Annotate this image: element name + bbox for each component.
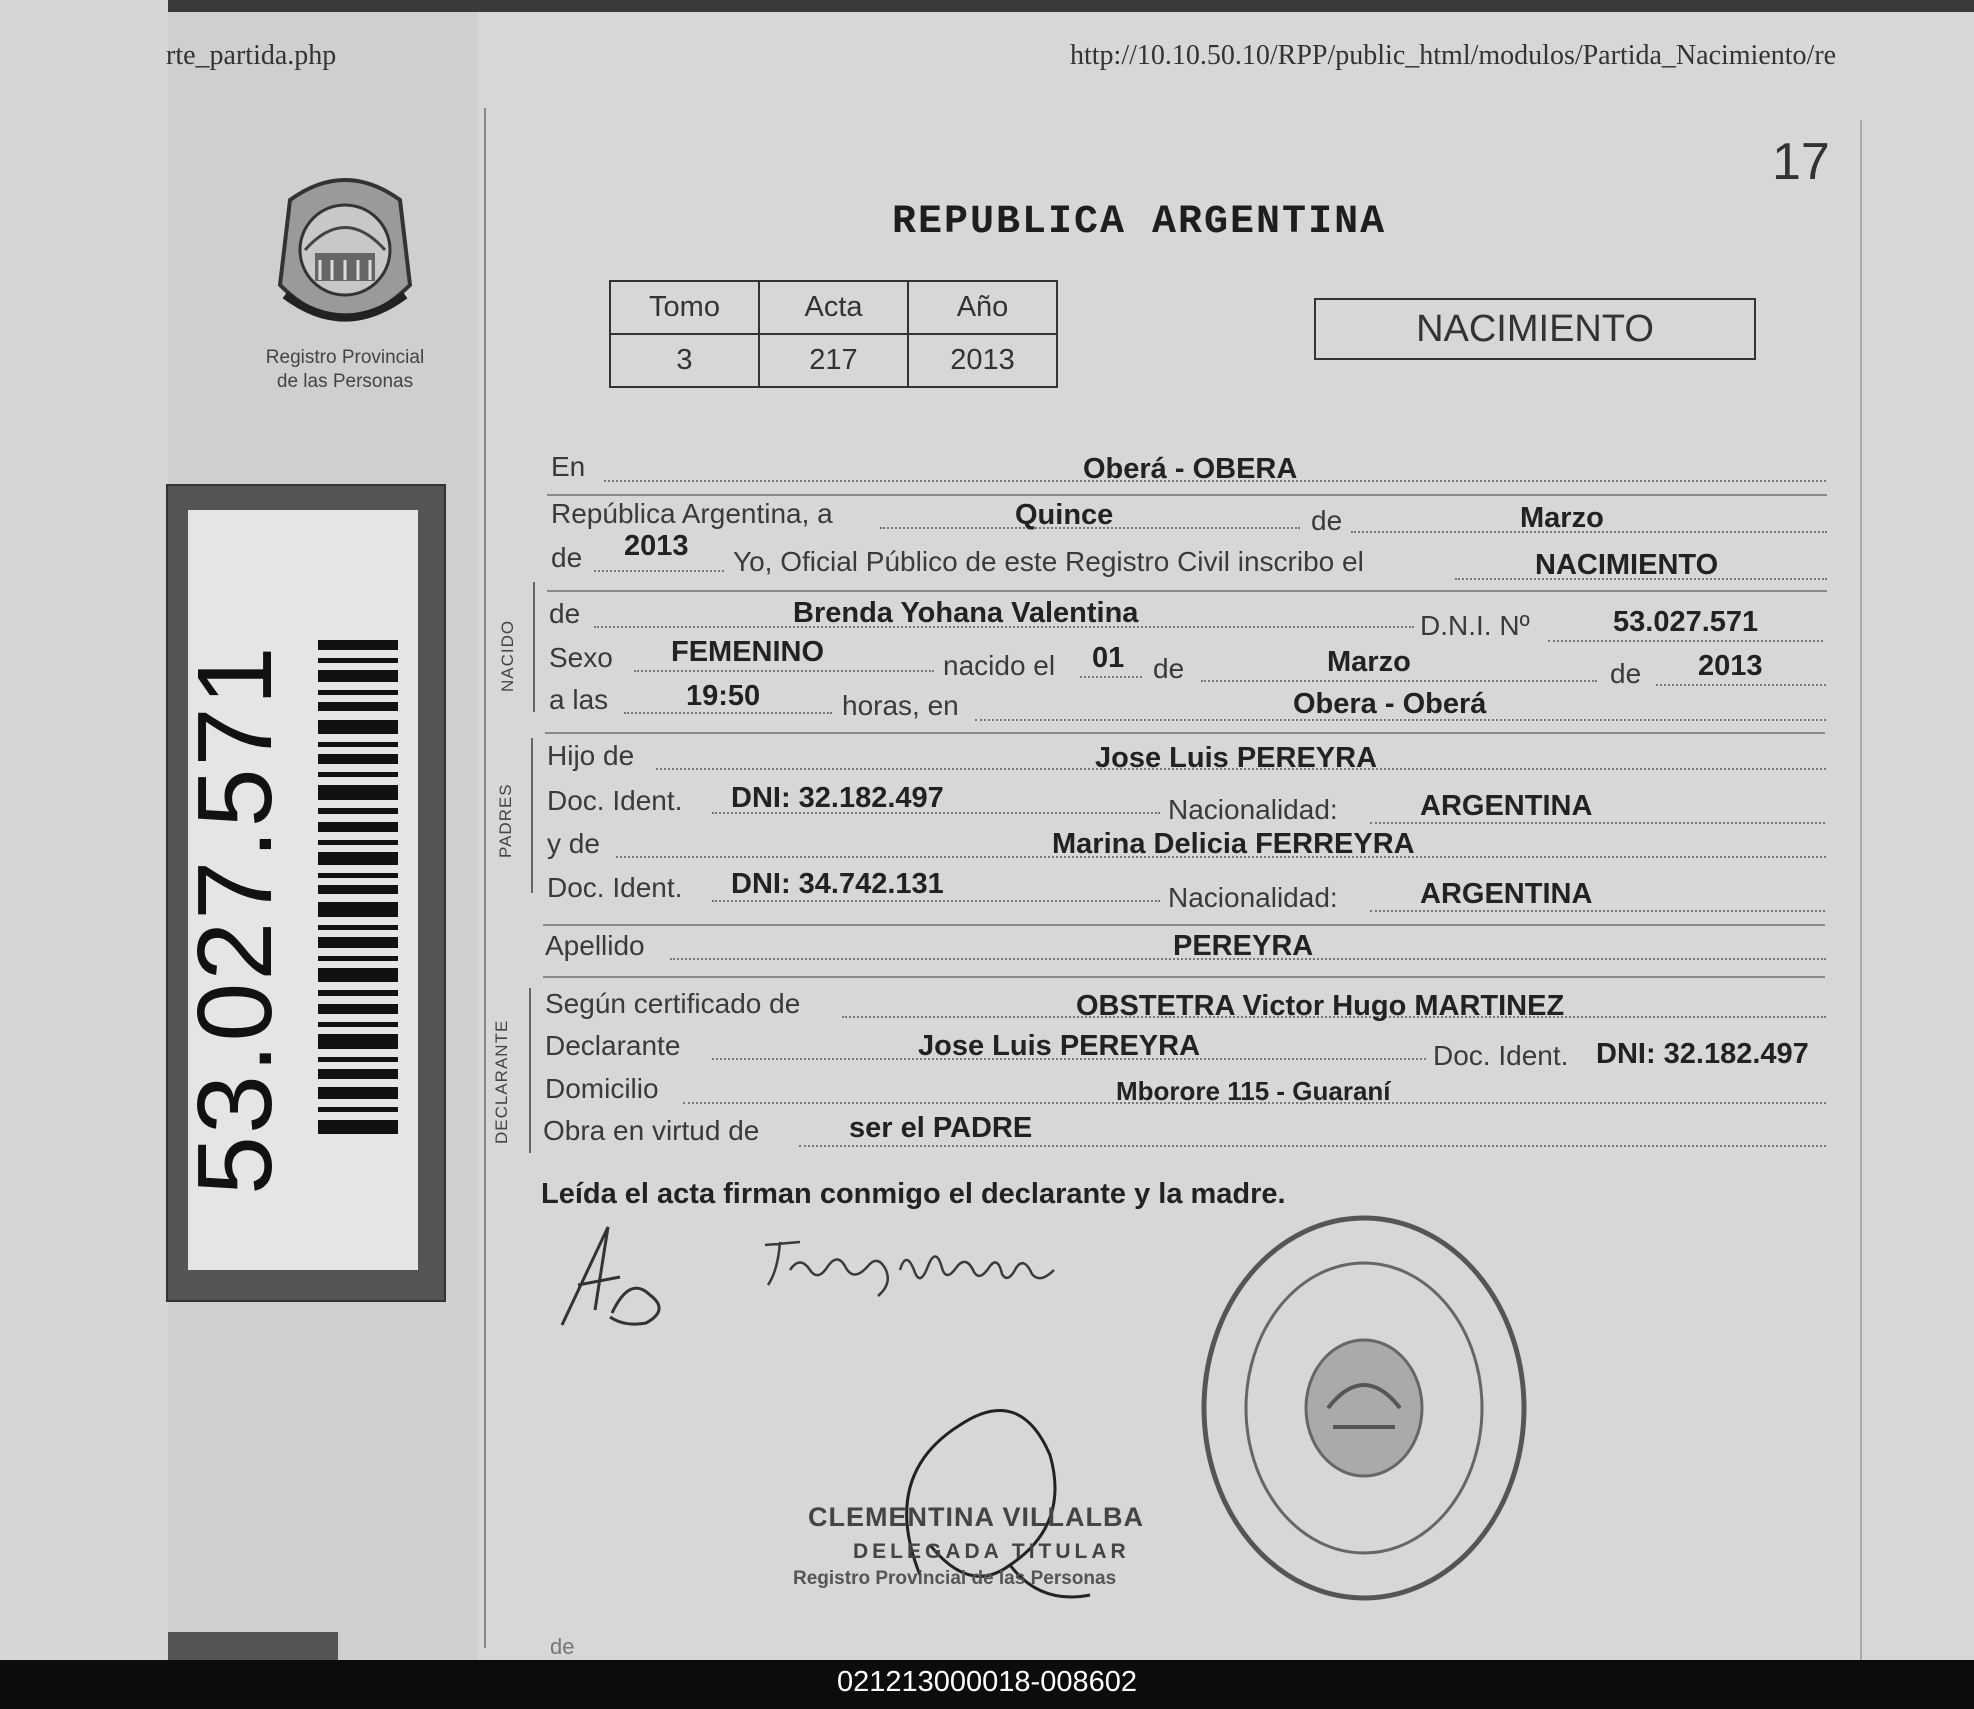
- label-de: de: [1311, 505, 1343, 536]
- cut-off-text: de: [550, 1634, 575, 1659]
- scan-footer-code: 021213000018-008602: [837, 1666, 1137, 1698]
- value-declarant-doc: DNI: 32.182.497: [1596, 1038, 1809, 1070]
- label-apellido: Apellido: [545, 930, 645, 961]
- print-header-filename: rte_partida.php: [166, 40, 337, 71]
- label-dni: D.N.I. Nº: [1420, 610, 1530, 641]
- section-bar-declarante: [529, 988, 531, 1153]
- section-bar-nacido: [533, 582, 535, 712]
- record-table-header: Acta: [759, 281, 908, 334]
- record-table-cell: 2013: [908, 334, 1057, 387]
- label-doc-ident: Doc. Ident.: [547, 872, 683, 903]
- value-month: Marzo: [1520, 502, 1604, 534]
- round-seal-icon: [1198, 1212, 1530, 1604]
- section-tab-padres: PADRES: [496, 783, 515, 858]
- dotted-line: [1548, 640, 1823, 642]
- left-page-edge: [0, 0, 168, 1660]
- section-bar-padres: [531, 738, 533, 893]
- document-title: REPUBLICA ARGENTINA: [892, 200, 1387, 245]
- fold-line: [484, 108, 486, 1648]
- label-nacido-el: nacido el: [943, 650, 1056, 681]
- value-surname: PEREYRA: [1173, 930, 1314, 962]
- value-child-name: Brenda Yohana Valentina: [793, 597, 1139, 629]
- label-obra-en-virtud: Obra en virtud de: [543, 1115, 760, 1146]
- value-record-type: NACIMIENTO: [1535, 549, 1719, 581]
- value-father-name: Jose Luis PEREYRA: [1095, 742, 1378, 774]
- registry-label-line2: de las Personas: [276, 371, 414, 392]
- label-doc-ident: Doc. Ident.: [547, 785, 683, 816]
- value-birth-day: 01: [1092, 642, 1125, 674]
- official-registry: Registro Provincial de las Personas: [793, 1568, 1117, 1589]
- value-sex: FEMENINO: [671, 636, 825, 668]
- value-day: Quince: [1015, 499, 1114, 531]
- label-nacionalidad: Nacionalidad:: [1168, 882, 1338, 913]
- rule-line: [543, 924, 1825, 926]
- label-domicilio: Domicilio: [545, 1073, 659, 1104]
- label-doc-ident: Doc. Ident.: [1433, 1040, 1569, 1071]
- value-mother-doc: DNI: 34.742.131: [731, 868, 944, 900]
- value-mother-nationality: ARGENTINA: [1420, 878, 1593, 910]
- section-tab-declarante: DECLARANTE: [492, 1019, 511, 1144]
- dotted-line: [594, 570, 724, 572]
- value-father-doc: DNI: 32.182.497: [731, 782, 944, 814]
- dotted-line: [1201, 680, 1597, 682]
- record-table-header-row: [610, 281, 1057, 334]
- official-title: DELEGADA TITULAR: [853, 1540, 1130, 1563]
- record-table-header: Tomo: [610, 281, 759, 334]
- record-table-value-row: [610, 334, 1057, 387]
- rule-line: [545, 732, 1825, 734]
- label-inscribo: Yo, Oficial Público de este Registro Civil inscribo el: [733, 546, 1364, 577]
- print-header-url: http://10.10.50.10/RPP/public_html/modulos/Partida_Nacimiento/re: [1070, 40, 1837, 71]
- value-father-nationality: ARGENTINA: [1420, 790, 1593, 822]
- record-table-header: Año: [908, 281, 1057, 334]
- dotted-line: [1656, 684, 1826, 686]
- value-address: Mborore 115 - Guaraní: [1116, 1076, 1391, 1106]
- closing-statement: Leída el acta firman conmigo el declarante y la madre.: [541, 1178, 1286, 1210]
- page-number: 17: [1772, 133, 1830, 191]
- label-de: de: [551, 542, 583, 573]
- value-certificate-by: OBSTETRA Victor Hugo MARTINEZ: [1076, 990, 1565, 1022]
- label-sexo: Sexo: [549, 642, 613, 673]
- barcode-icon: [318, 640, 398, 1140]
- label-republica: República Argentina, a: [551, 498, 833, 529]
- value-child-dni: 53.027.571: [1613, 606, 1759, 638]
- dotted-line: [1080, 676, 1142, 678]
- section-tab-nacido: NACIDO: [498, 619, 517, 692]
- label-de: de: [549, 598, 581, 629]
- value-place-of-record: Oberá - OBERA: [1083, 453, 1298, 485]
- record-table-cell: 217: [759, 334, 908, 387]
- province-seal-icon: [270, 165, 420, 340]
- label-y-de: y de: [547, 828, 600, 859]
- label-nacionalidad: Nacionalidad:: [1168, 794, 1338, 825]
- right-margin-line: [1860, 120, 1862, 1660]
- rule-line: [543, 976, 1825, 978]
- value-birth-month: Marzo: [1327, 646, 1411, 678]
- label-en: En: [551, 451, 586, 482]
- dotted-line: [799, 1145, 1826, 1147]
- record-table: [609, 280, 1058, 388]
- label-de: de: [1610, 658, 1642, 689]
- label-declarante: Declarante: [545, 1030, 681, 1061]
- dotted-line: [634, 670, 934, 672]
- label-de: de: [1153, 653, 1185, 684]
- value-birth-hour: 19:50: [686, 680, 761, 712]
- label-horas-en: horas, en: [842, 690, 959, 721]
- value-acting-as: ser el PADRE: [849, 1112, 1033, 1144]
- value-birth-year: 2013: [1698, 650, 1763, 682]
- declarant-signature-icon: [550, 1215, 690, 1335]
- value-mother-name: Marina Delicia FERREYRA: [1052, 828, 1415, 860]
- official-name: CLEMENTINA VILLALBA: [808, 1502, 1144, 1532]
- label-segun-certificado: Según certificado de: [545, 988, 801, 1019]
- stub-bottom-mark: [168, 1632, 338, 1660]
- registry-label: [235, 346, 455, 394]
- rule-line: [547, 590, 1827, 592]
- value-year: 2013: [624, 530, 689, 562]
- mother-signature-icon: [760, 1230, 1100, 1300]
- value-declarant-name: Jose Luis PEREYRA: [918, 1030, 1201, 1062]
- rule-line: [547, 494, 1827, 496]
- record-table-cell: 3: [610, 334, 759, 387]
- label-a-las: a las: [549, 684, 609, 715]
- document-type-box: NACIMIENTO: [1314, 298, 1756, 360]
- stub-id-number: 53.027.571: [176, 644, 294, 1195]
- top-edge: [168, 0, 1974, 12]
- value-birth-place: Obera - Oberá: [1293, 688, 1487, 720]
- label-hijo-de: Hijo de: [547, 740, 635, 771]
- registry-label-line1: Registro Provincial: [265, 347, 425, 368]
